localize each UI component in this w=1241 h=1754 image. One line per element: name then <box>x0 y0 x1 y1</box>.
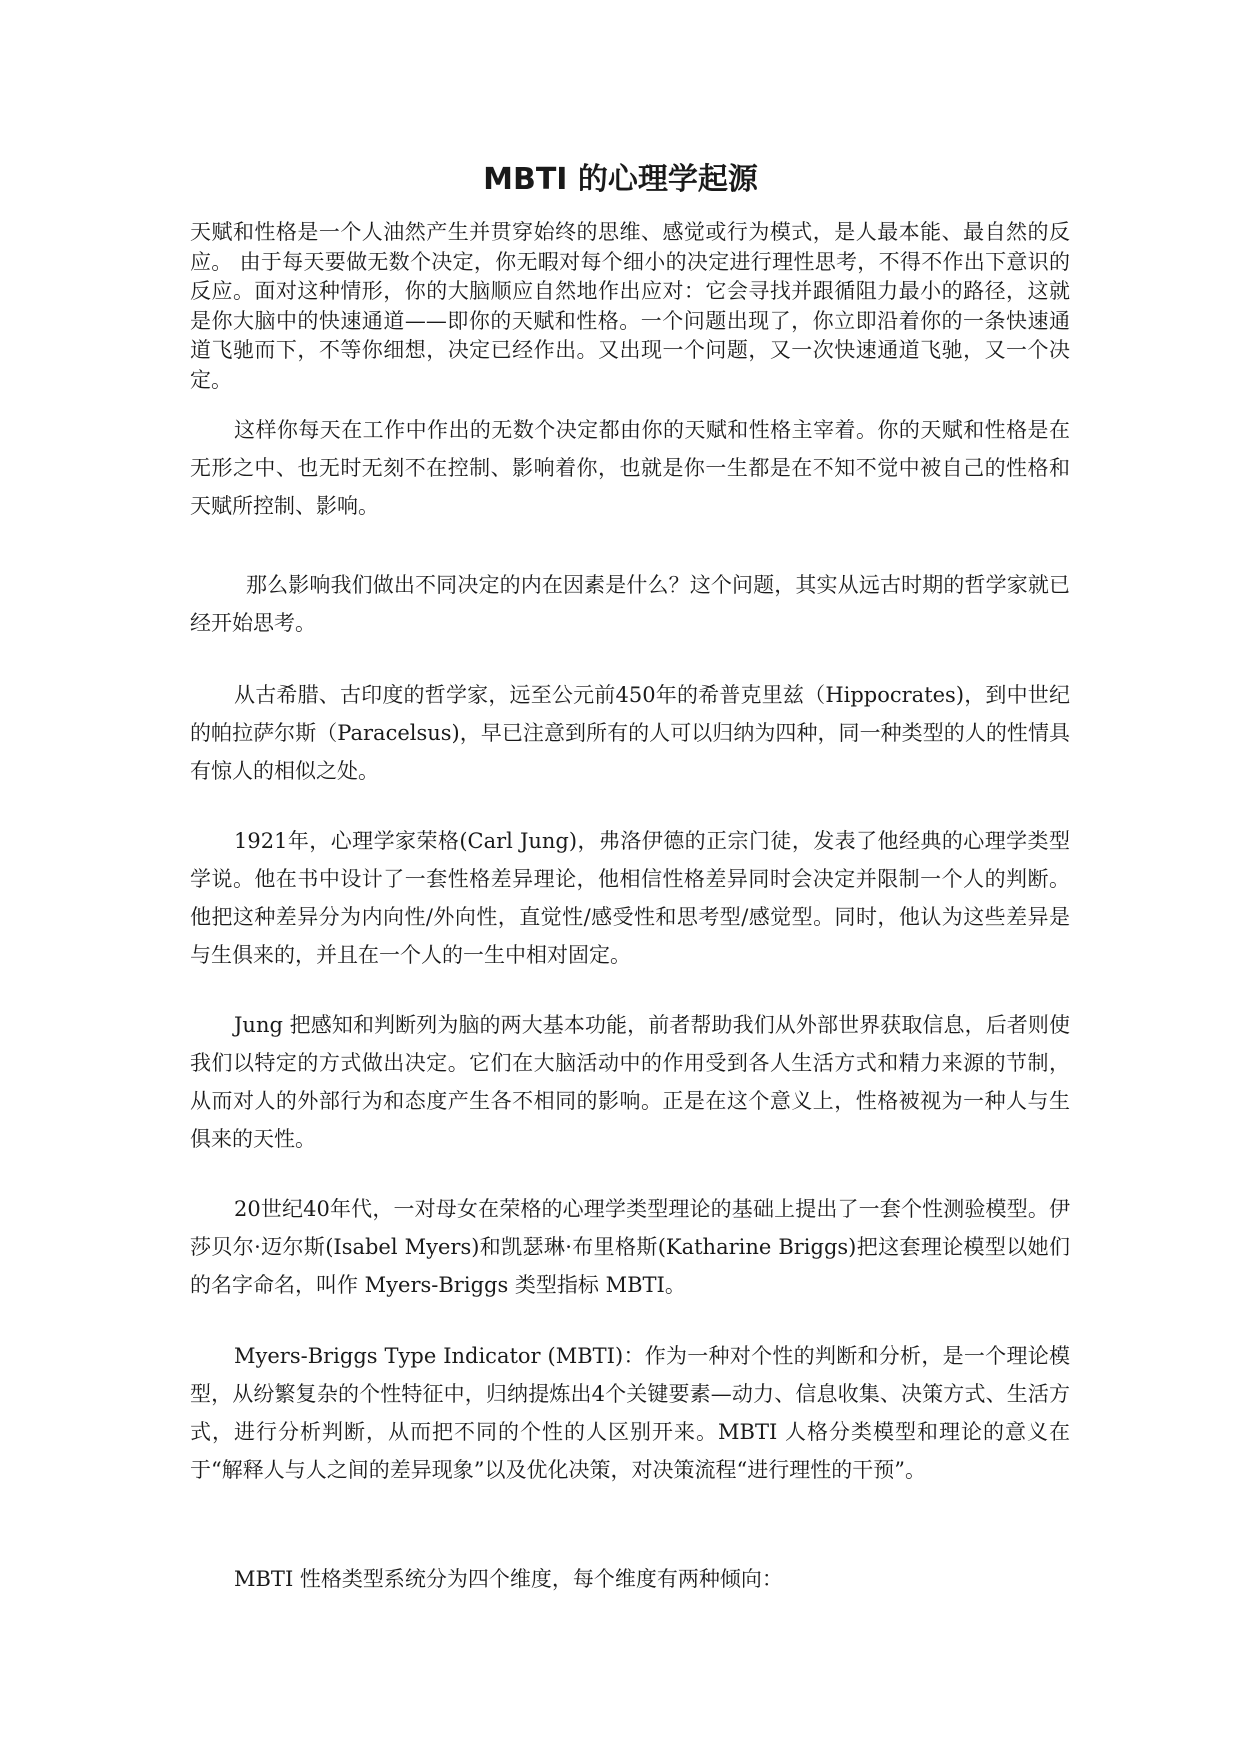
paragraph-6: Jung 把感知和判断列为脑的两大基本功能，前者帮助我们从外部世界获取信息，后者则使我们以特定的方式做出决定。它们在大脑活动中的作用受到各人生活方式和精力来源的节制，从而对人的外部行为和态度产生各不相同的影响。正是在这个意义上，性格被视为一种人与生俱来的天性。 <box>190 1013 1070 1151</box>
paragraph-9: MBTI 性格类型系统分为四个维度，每个维度有两种倾向： <box>234 1567 783 1591</box>
paragraph-4: 从古希腊、古印度的哲学家，远至公元前450年的希普克里兹（Hippocrates)，到中世纪的帕拉萨尔斯（Paracelsus)，早已注意到所有的人可以归纳为四种，同一种类型的人的性情具有惊人的相似之处。 <box>190 683 1070 783</box>
document-title: MBTI 的心理学起源 <box>483 162 758 197</box>
paragraph-3: 那么影响我们做出不同决定的内在因素是什么？这个问题，其实从远古时期的哲学家就已经开始思考。 <box>190 573 1070 635</box>
paragraph-8: Myers-Briggs Type Indicator (MBTI)：作为一种对个性的判断和分析，是一个理论模型，从纷繁复杂的个性特征中，归纳提炼出4个关键要素—动力、信息收集、决策方式、生活方式，进行分析判断，从而把不同的个性的人区别开来。MBTI 人格分类模型和理论的意义在于“解释人与人之间的差异现象”以及优化决策，对决策流程“进行理性的干预”。 <box>190 1344 1070 1482</box>
paragraph-2: 这样你每天在工作中作出的无数个决定都由你的天赋和性格主宰着。你的天赋和性格是在无形之中、也无时无刻不在控制、影响着你，也就是你一生都是在不知不觉中被自己的性格和天赋所控制、影响。 <box>190 418 1070 518</box>
paragraph-1: 天赋和性格是一个人油然产生并贯穿始终的思维、感觉或行为模式，是人最本能、最自然的反应。 由于每天要做无数个决定，你无暇对每个细小的决定进行理性思考，不得不作出下意识的反应。面对这种情形，你的大脑顺应自然地作出应对：它会寻找并跟循阻力最小的路径，这就是你大脑中的快速通道——即你的天赋和性格。一个问题出现了，你立即沿着你的一条快速通道飞驰而下，不等你细想，决定已经作出。又出现一个问题，又一次快速通道飞驰，又一个决定。 <box>190 220 1070 392</box>
paragraph-7: 20世纪40年代，一对母女在荣格的心理学类型理论的基础上提出了一套个性测验模型。伊莎贝尔·迈尔斯(Isabel Myers)和凯瑟琳·布里格斯(Katharine Briggs)把这套理论模型以她们的名字命名，叫作 Myers-Briggs 类型指标 MBTI。 <box>190 1197 1070 1297</box>
paragraph-5: 1921年，心理学家荣格(Carl Jung)，弗洛伊德的正宗门徒，发表了他经典的心理学类型学说。他在书中设计了一套性格差异理论，他相信性格差异同时会决定并限制一个人的判断。他把这种差异分为内向性/外向性，直觉性/感受性和思考型/感觉型。同时，他认为这些差异是与生俱来的，并且在一个人的一生中相对固定。 <box>190 829 1070 967</box>
